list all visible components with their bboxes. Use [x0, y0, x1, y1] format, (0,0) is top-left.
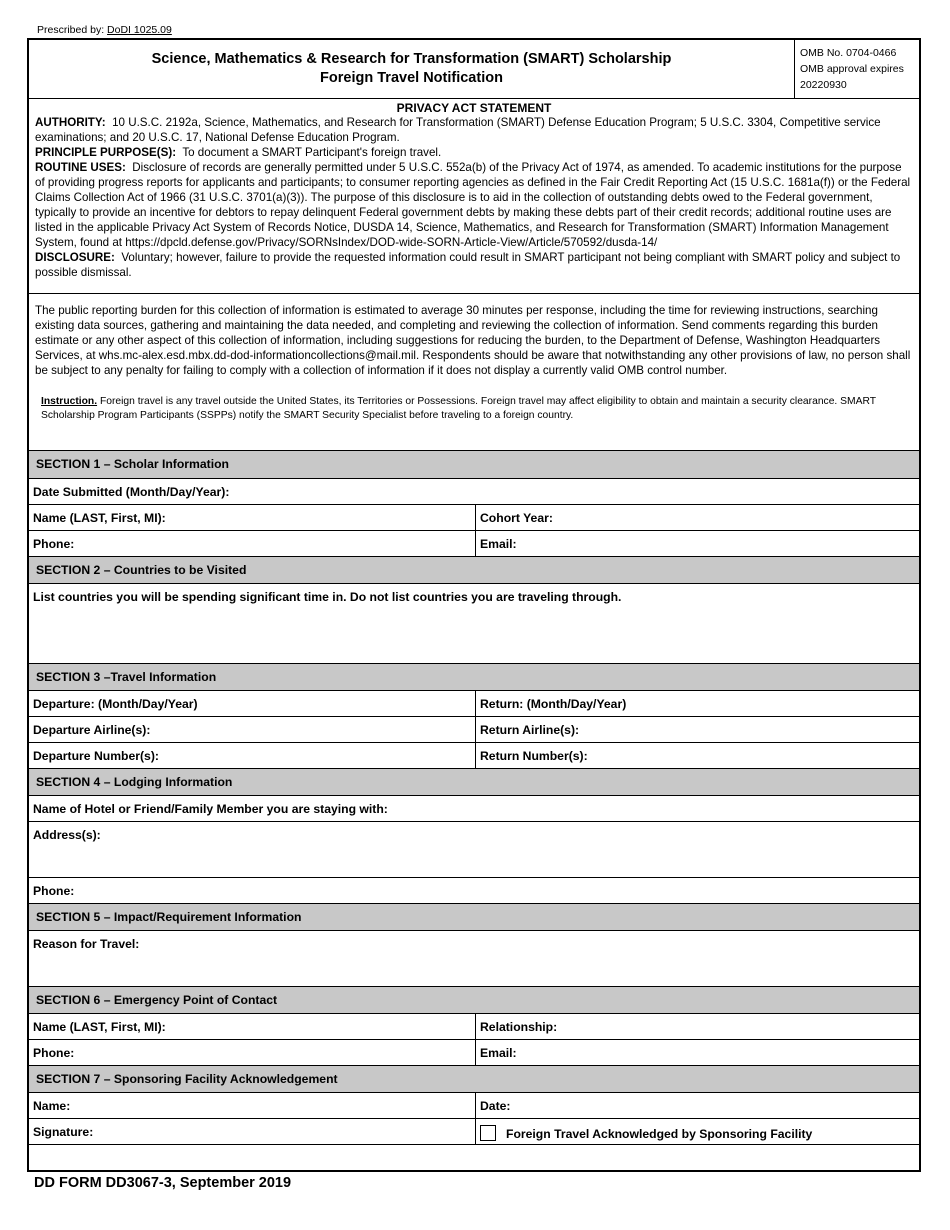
section-2-header [29, 557, 919, 584]
omb-box [794, 40, 919, 98]
section-3-header [29, 664, 919, 691]
date-submitted-label: Date Submitted (Month/Day/Year): [33, 485, 230, 499]
section-7-title: SECTION 7 – Sponsoring Facility Acknowledgement [36, 1072, 338, 1086]
purpose-text: To document a SMART Participant's foreign travel. [182, 146, 442, 159]
return-airline-field[interactable]: Return Airline(s): [480, 723, 580, 737]
authority-paragraph [35, 115, 913, 145]
disclosure-label: DISCLOSURE: [35, 251, 115, 264]
acknowledgement-label: Foreign Travel Acknowledged by Sponsoring Facility [506, 1127, 813, 1141]
form-title [29, 50, 794, 88]
facility-name-field[interactable]: Name: [29, 1093, 476, 1118]
departure-date-field[interactable]: Departure: (Month/Day/Year) [29, 691, 476, 716]
section-4-header [29, 769, 919, 796]
poc-relationship-field[interactable]: Relationship: [480, 1020, 558, 1034]
lodging-address-field[interactable] [29, 822, 919, 878]
instruction-label: Instruction. [41, 396, 98, 407]
section-1-title: SECTION 1 – Scholar Information [36, 457, 230, 471]
title-line-1: Science, Mathematics & Research for Transformation (SMART) Scholarship [151, 51, 672, 67]
prescribed-label: Prescribed by: [37, 24, 105, 36]
omb-number: OMB No. 0704-0466 [800, 47, 897, 59]
acknowledgement-cell [476, 1119, 919, 1144]
instruction-block [35, 395, 913, 423]
omb-expires: OMB approval expires [800, 63, 904, 75]
cohort-year-field[interactable]: Cohort Year: [480, 511, 553, 525]
s1-name-row [29, 505, 919, 531]
section-5-title: SECTION 5 – Impact/Requirement Information [36, 910, 302, 924]
lodging-name-label: Name of Hotel or Friend/Family Member you are staying with: [33, 802, 388, 816]
scholar-email-field[interactable]: Email: [480, 537, 517, 551]
routine-text: Disclosure of records are generally permitted under 5 U.S.C. 552a(b) of the Privacy Act of 1974, as amended. To academic institutions for the purpose of providing progress reports for applicants and participants; to consumer reporting agencies as defined in the Fair Credit Reporting Act (15 U.S.C. 1681a(f)) or the Federal Claims Collection Act of 1966 (31 U.S.C. 3701(a)(3)). The purpose of this disclosure is to aid in the collection of outstanding debts owed to the Federal government, typically to provide an incentive for debtors to repay delinquent Federal government debts by making these debts part of their credit records; additional routine uses are listed in the applicable Privacy Act System of Records Notice, DUSDA 14, Science, Mathematics, and Research for Transformation (SMART) Information Management System, found at https://dpcld.defense.gov/Privacy/SORNsIndex/DOD-wide-SORN-Article-View/Article/570592/dusda-14/ [35, 161, 911, 249]
section-6-title: SECTION 6 – Emergency Point of Contact [36, 993, 278, 1007]
s3-airline-row [29, 717, 919, 743]
lodging-address-label: Address(s): [33, 828, 101, 842]
lodging-phone-field[interactable] [29, 878, 919, 904]
blank-row [29, 1145, 919, 1171]
authority-label: AUTHORITY: [35, 116, 106, 129]
reason-for-travel-field[interactable] [29, 931, 919, 987]
form-footer-id: DD FORM DD3067-3, September 2019 [34, 1175, 292, 1191]
countries-field[interactable] [29, 584, 919, 664]
disclosure-text: Voluntary; however, failure to provide the requested information could result in SMART participant not being compliant with SMART policy and subject to possible dismissal. [35, 251, 901, 279]
instruction-text: Foreign travel is any travel outside the United States, its Territories or Possessions. Foreign travel may affect eligibility to obtain and maintain a security clearance. SMART Scholarship Program Participants (SSPPs) notify the SMART Security Specialist before traveling to a foreign country. [41, 396, 876, 421]
burden-text: The public reporting burden for this collection of information is estimated to average 30 minutes per response, including the time for reviewing instructions, searching existing data sources, gathering and maintaining the data needed, and completing and reviewing the collection of information. Send comments regarding this burden estimate or any other aspect of this collection of information, including suggestions for reducing the burden, to the Department of Defense, Washington Headquarters Services, at whs.mc-alex.esd.mbx.dd-dod-informationcollections@mail.mil. Respondents should be aware that notwithstanding any other provisions of law, no person shall be subject to any penalty for failing to comply with a collection of information if it does not display a currently valid OMB control number. [35, 304, 911, 377]
countries-label: List countries you will be spending significant time in. Do not list countries you are traveling through. [33, 590, 622, 604]
return-date-field[interactable]: Return: (Month/Day/Year) [480, 697, 627, 711]
prescribed-link[interactable]: DoDI 1025.09 [107, 24, 172, 36]
section-4-title: SECTION 4 – Lodging Information [36, 775, 233, 789]
authority-text: 10 U.S.C. 2192a, Science, Mathematics, and Research for Transformation (SMART) Defense Education Program; 5 U.S.C. 3304, Competitive service examinations; and 20 U.S.C. 17, National Defense Education Program. [35, 116, 881, 144]
omb-date: 20220930 [800, 79, 847, 91]
section-7-header [29, 1066, 919, 1093]
lodging-name-field[interactable] [29, 796, 919, 822]
s6-name-row [29, 1014, 919, 1040]
departure-number-field[interactable]: Departure Number(s): [29, 743, 476, 768]
purpose-label: PRINCIPLE PURPOSE(S): [35, 146, 177, 159]
section-5-header [29, 904, 919, 931]
s7-name-row [29, 1093, 919, 1119]
acknowledgement-checkbox[interactable] [480, 1125, 496, 1141]
privacy-act-statement [29, 99, 919, 294]
s3-number-row [29, 743, 919, 769]
section-3-title: SECTION 3 –Travel Information [36, 670, 217, 684]
burden-statement [29, 294, 919, 451]
section-6-header [29, 987, 919, 1014]
disclosure-paragraph [35, 250, 913, 280]
prescribed-by [37, 24, 172, 36]
section-2-title: SECTION 2 – Countries to be Visited [36, 563, 247, 577]
poc-name-field[interactable]: Name (LAST, First, MI): [29, 1014, 476, 1039]
s7-signature-row [29, 1119, 919, 1145]
return-number-field[interactable]: Return Number(s): [480, 749, 588, 763]
purpose-paragraph [35, 145, 913, 160]
lodging-phone-label: Phone: [33, 884, 75, 898]
poc-phone-field[interactable]: Phone: [29, 1040, 476, 1065]
routine-uses-paragraph [35, 160, 913, 250]
departure-airline-field[interactable]: Departure Airline(s): [29, 717, 476, 742]
poc-email-field[interactable]: Email: [480, 1046, 517, 1060]
s6-contact-row [29, 1040, 919, 1066]
routine-label: ROUTINE USES: [35, 161, 126, 174]
s3-dates-row [29, 691, 919, 717]
s1-contact-row [29, 531, 919, 557]
privacy-heading: PRIVACY ACT STATEMENT [396, 101, 552, 115]
facility-date-field[interactable]: Date: [480, 1099, 511, 1113]
section-1-header [29, 451, 919, 479]
reason-for-travel-label: Reason for Travel: [33, 937, 140, 951]
form-header [29, 40, 919, 99]
date-submitted-field[interactable] [29, 479, 919, 505]
scholar-name-field[interactable]: Name (LAST, First, MI): [29, 505, 476, 530]
scholar-phone-field[interactable]: Phone: [29, 531, 476, 556]
form-container [27, 38, 921, 1172]
signature-field[interactable]: Signature: [29, 1119, 476, 1144]
title-line-2: Foreign Travel Notification [320, 70, 503, 86]
